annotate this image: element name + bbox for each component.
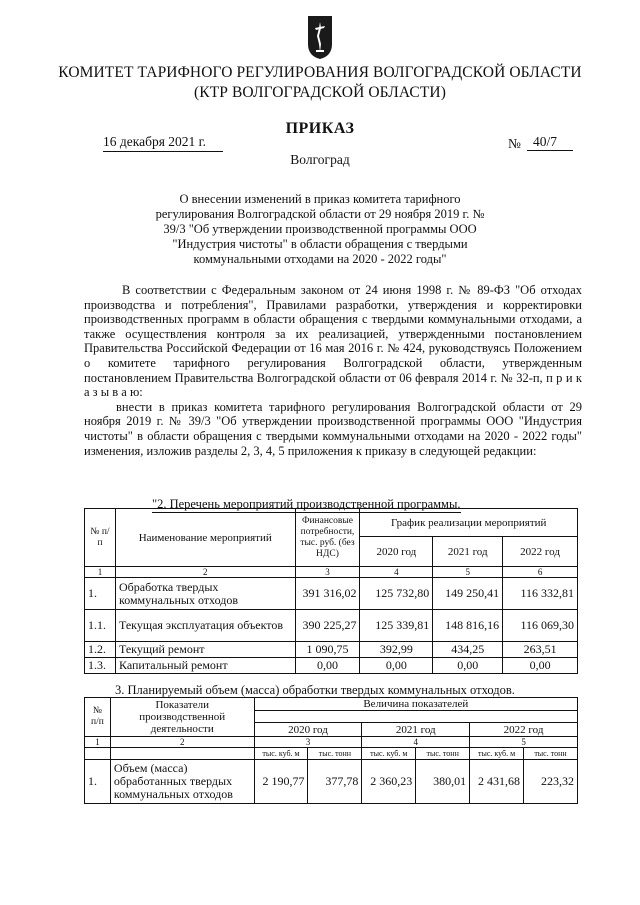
doc-type: ПРИКАЗ [285, 120, 355, 137]
section3-title: 3. Планируемый объем (масса) обработки твердых коммунальных отходов. [115, 683, 515, 697]
unit-t: тыс. тонн [308, 748, 362, 760]
unit-m3: тыс. куб. м [254, 748, 308, 760]
doc-subject: О внесении изменений в приказ комитета тарифного регулирования Волгоградской области от 29 ноября 2019 г. № 39/3 "Об утверждении производственной программы ООО "Индустрия чистоты" в области обращения с твердыми коммунальными отходами на 2020 - 2022 годы" [155, 192, 485, 266]
doc-date: 16 декабря 2021 г. [103, 134, 223, 152]
coat-of-arms-icon [306, 14, 334, 60]
col-num: 4 [362, 737, 470, 748]
cell-2022: 116 069,30 [503, 610, 578, 642]
org-name-line2: (КТР ВОЛГОГРАДСКОЙ ОБЛАСТИ) [194, 84, 446, 101]
cell-name: Обработка твердых коммунальных отходов [115, 578, 295, 610]
cell-2020: 125 339,81 [360, 610, 433, 642]
unit-t: тыс. тонн [416, 748, 470, 760]
cell-2021: 0,00 [433, 658, 503, 674]
cell-2022-m3: 2 431,68 [470, 760, 524, 804]
col-num: 6 [503, 567, 578, 578]
th-schedule: График реализации мероприятий [360, 509, 578, 537]
table-row [85, 658, 578, 674]
section3-table [84, 697, 578, 804]
cell-finance: 391 316,02 [295, 578, 360, 610]
cell-2022: 0,00 [503, 658, 578, 674]
body-paragraph-2: внести в приказ комитета тарифного регулирования Волгоградской области от 29 ноября 2019 г. № 39/3 "Об утверждении производственной программы ООО "Индустрия чистоты" в области обращения с твердыми коммунальными отходами на 2020 - 2022 годы" изменения, изложив разделы 2, 3, 4, 5 приложения к приказу в следующей редакции: [84, 399, 582, 458]
city: Волгоград [290, 152, 350, 167]
th-2021: 2021 год [362, 723, 470, 737]
cell-2020-t: 377,78 [308, 760, 362, 804]
th-indicator: Показатели производственной деятельности [110, 698, 254, 737]
table-row [85, 578, 578, 610]
cell-2020: 392,99 [360, 642, 433, 658]
cell-2021: 148 816,16 [433, 610, 503, 642]
cell-2020: 0,00 [360, 658, 433, 674]
col-num: 1 [85, 737, 111, 748]
cell-finance: 0,00 [295, 658, 360, 674]
cell-num: 1.2. [85, 642, 116, 658]
th-name: Наименование мероприятий [115, 509, 295, 567]
cell-2021: 434,25 [433, 642, 503, 658]
cell-name: Объем (масса) обработанных твердых коммунальных отходов [110, 760, 254, 804]
cell-num: 1.3. [85, 658, 116, 674]
th-values: Величина показателей [254, 698, 577, 711]
table-row [85, 760, 578, 804]
th-finance: Финансовые потребности, тыс. руб. (без НДС) [295, 509, 360, 567]
cell-2020: 125 732,80 [360, 578, 433, 610]
col-num: 2 [115, 567, 295, 578]
th-2022: 2022 год [503, 537, 578, 567]
col-num: 5 [433, 567, 503, 578]
th-2021: 2021 год [433, 537, 503, 567]
th-num: № п/п [85, 509, 116, 567]
col-num: 5 [470, 737, 578, 748]
cell-2021-t: 380,01 [416, 760, 470, 804]
table-row [85, 610, 578, 642]
cell-num: 1. [85, 578, 116, 610]
col-num: 3 [254, 737, 362, 748]
cell-finance: 1 090,75 [295, 642, 360, 658]
th-num: № п/п [85, 698, 111, 737]
cell-name: Капитальный ремонт [115, 658, 295, 674]
table-row [85, 642, 578, 658]
cell-2021: 149 250,41 [433, 578, 503, 610]
body-paragraph-1: В соответствии с Федеральным законом от 24 июня 1998 г. № 89-ФЗ "Об отходах производства и потребления", Правилами разработки, утверждения и корректировки производственных программ в области обращения с твердыми коммунальными отходами, а также осуществления контроля за их реализацией, утвержденными постановлением Правительства Российской Федерации от 16 мая 2016 г. № 424, руководствуясь Положением о комитете тарифного регулирования Волгоградской области, утвержденным постановлением Правительства Волгоградской области от 06 февраля 2014 г. № 32-п, п р и к а з ы в а ю: [84, 283, 582, 400]
cell-finance: 390 225,27 [295, 610, 360, 642]
cell-name: Текущий ремонт [115, 642, 295, 658]
body-text [84, 283, 582, 458]
col-num: 1 [85, 567, 116, 578]
cell-num: 1.1. [85, 610, 116, 642]
th-2022: 2022 год [470, 723, 578, 737]
cell-2022-t: 223,32 [524, 760, 578, 804]
th-2020: 2020 год [360, 537, 433, 567]
section2-table [84, 508, 578, 674]
cell-name: Текущая эксплуатация объектов [115, 610, 295, 642]
cell-2020-m3: 2 190,77 [254, 760, 308, 804]
cell-2022: 116 332,81 [503, 578, 578, 610]
col-num: 4 [360, 567, 433, 578]
number-label: № [508, 136, 521, 151]
unit-m3: тыс. куб. м [470, 748, 524, 760]
doc-number: 40/7 [527, 134, 573, 151]
section2-title: "2. Перечень мероприятий производственной программы. [152, 497, 461, 511]
col-num: 3 [295, 567, 360, 578]
cell-num: 1. [85, 760, 111, 804]
org-name-line1: КОМИТЕТ ТАРИФНОГО РЕГУЛИРОВАНИЯ ВОЛГОГРАДСКОЙ ОБЛАСТИ [58, 64, 582, 81]
th-2020: 2020 год [254, 723, 362, 737]
unit-t: тыс. тонн [524, 748, 578, 760]
col-num: 2 [110, 737, 254, 748]
unit-m3: тыс. куб. м [362, 748, 416, 760]
cell-2021-m3: 2 360,23 [362, 760, 416, 804]
cell-2022: 263,51 [503, 642, 578, 658]
